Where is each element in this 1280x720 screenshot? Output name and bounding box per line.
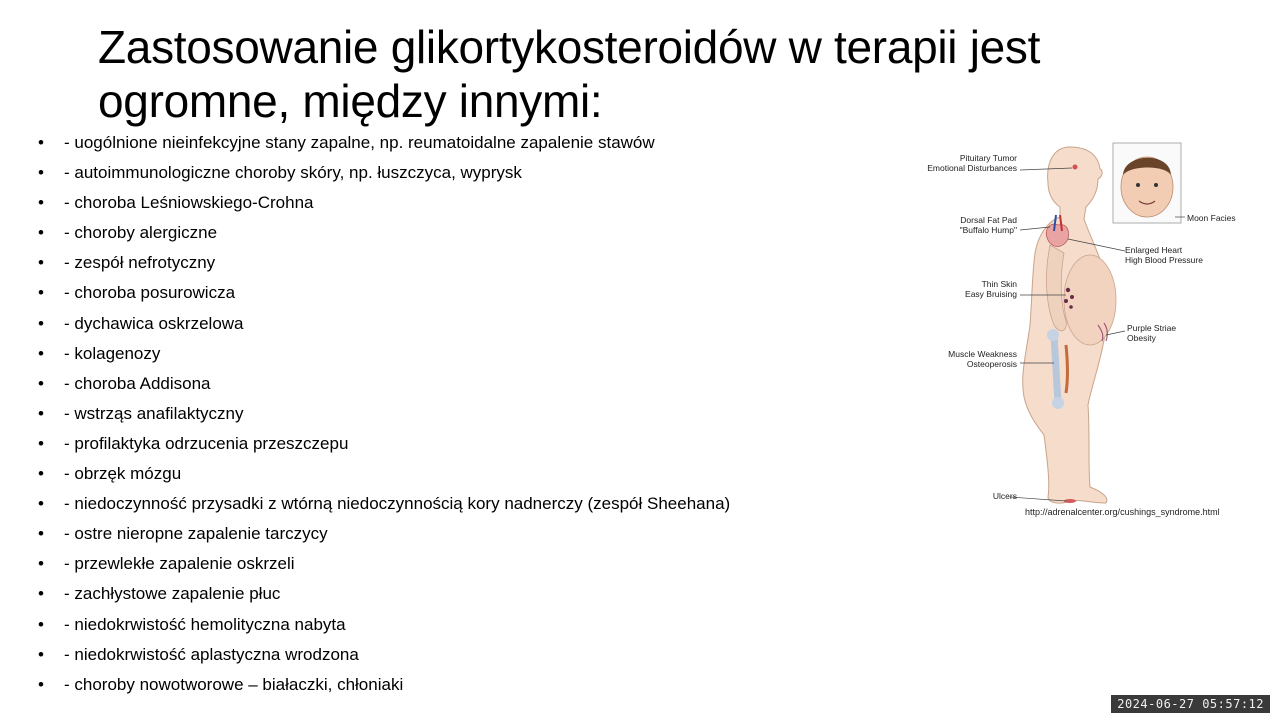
bullet-dot-icon: • [38, 464, 44, 484]
bullet-text: - zespół nefrotyczny [64, 253, 216, 273]
bullet-item [38, 309, 730, 339]
label-moon-facies [1187, 213, 1236, 223]
bullet-dot-icon: • [38, 494, 44, 514]
bullet-text: - przewlekłe zapalenie oskrzeli [64, 554, 295, 574]
bullet-text: - wstrząs anafilaktyczny [64, 403, 244, 423]
label-pituitary-line2: Emotional Disturbances [927, 163, 1017, 173]
slide-title-line-2: ogromne, między innymi: [98, 75, 603, 127]
label-muscle-line1: Muscle Weakness [948, 349, 1017, 359]
label-enlarged-heart [1125, 245, 1203, 265]
bullet-list [38, 128, 730, 700]
bullet-item [38, 218, 730, 248]
label-moon-text: Moon Facies [1187, 213, 1236, 223]
bruise-mark [1070, 295, 1074, 299]
cushings-syndrome-figure [920, 135, 1250, 520]
bullet-dot-icon: • [38, 133, 44, 152]
slide-title [98, 20, 1158, 128]
bruise-mark [1066, 288, 1070, 292]
bullet-text: - obrzęk mózgu [64, 464, 182, 484]
label-dorsal-fat-pad [920, 215, 1017, 235]
bullet-dot-icon: • [38, 253, 44, 273]
pituitary-mark [1073, 165, 1078, 170]
femur-bone [1054, 335, 1058, 403]
bullet-text: - ostre nieropne zapalenie tarczycy [64, 524, 328, 544]
portrait-eye [1136, 183, 1140, 187]
label-striae-line1: Purple Striae [1127, 323, 1177, 333]
bullet-dot-icon: • [38, 403, 44, 423]
bullet-text: - autoimmunologiczne choroby skóry, np. łuszczyca, wyprysk [64, 163, 522, 183]
label-thin-skin [920, 279, 1017, 299]
muscle-streak [1066, 345, 1068, 393]
bullet-text: - niedokrwistość aplastyczna wrodzona [64, 644, 359, 664]
bullet-dot-icon: • [38, 193, 44, 213]
bullet-text: - niedokrwistość hemolityczna nabyta [64, 614, 346, 634]
label-muscle-weakness [920, 349, 1017, 369]
bruise-mark [1069, 305, 1073, 309]
label-pituitary-line1: Pituitary Tumor [959, 153, 1017, 163]
bullet-dot-icon: • [38, 223, 44, 243]
bullet-text: - zachłystowe zapalenie płuc [64, 584, 281, 604]
bullet-dot-icon: • [38, 343, 44, 363]
bullet-dot-icon: • [38, 614, 44, 634]
bullet-dot-icon: • [38, 584, 44, 604]
label-ulcers-text: Ulcers [992, 491, 1017, 501]
bullet-text: - uogólnione nieinfekcyjne stany zapalne, np. reumatoidalne zapalenie stawów [64, 133, 655, 152]
bullet-text: - choroba Leśniowskiego-Crohna [64, 193, 314, 213]
figure-source-url: http://adrenalcenter.org/cushings_syndrome.html [1025, 507, 1220, 517]
bullet-dot-icon: • [38, 163, 44, 183]
bullet-item [38, 670, 730, 700]
bone-joint [1052, 397, 1064, 409]
bullet-item [38, 278, 730, 308]
bullet-text: - choroba posurowicza [64, 283, 236, 303]
label-purple-striae [1127, 323, 1176, 343]
bullet-dot-icon: • [38, 313, 44, 333]
bullet-item [38, 369, 730, 399]
bullet-item [38, 248, 730, 278]
label-dorsal-line1: Dorsal Fat Pad [960, 215, 1017, 225]
slide-title-line-1: Zastosowanie glikortykosteroidów w terapii jest [98, 21, 1041, 73]
label-ulcers [920, 491, 1017, 501]
bullet-item [38, 549, 730, 579]
bullet-item [38, 429, 730, 459]
label-muscle-line2: Osteoperosis [966, 359, 1017, 369]
bullet-item [38, 459, 730, 489]
label-thin-line1: Thin Skin [981, 279, 1017, 289]
bone-joint [1047, 329, 1059, 341]
label-heart-line1: Enlarged Heart [1125, 245, 1183, 255]
bruise-mark [1064, 299, 1068, 303]
label-dorsal-line2: "Buffalo Hump" [959, 225, 1017, 235]
label-heart-line2: High Blood Pressure [1125, 255, 1203, 265]
bullet-item [38, 640, 730, 670]
bullet-text: - niedoczynność przysadki z wtórną niedoczynnością kory nadnerczy (zespół Sheehana) [64, 494, 731, 514]
bullet-item [38, 519, 730, 549]
bullet-dot-icon: • [38, 433, 44, 453]
bullet-item [38, 610, 730, 640]
portrait-eye [1154, 183, 1158, 187]
bullet-item [38, 188, 730, 218]
bullet-item [38, 158, 730, 188]
label-thin-line2: Easy Bruising [965, 289, 1017, 299]
bullet-dot-icon: • [38, 373, 44, 393]
bullet-text: - choroby alergiczne [64, 223, 218, 243]
bullet-item [38, 399, 730, 429]
video-timestamp: 2024-06-27 05:57:12 [1111, 695, 1270, 713]
bullet-text: - profilaktyka odrzucenia przeszczepu [64, 433, 349, 453]
bullet-text: - choroba Addisona [64, 373, 211, 393]
bullet-item [38, 128, 730, 158]
bullet-dot-icon: • [38, 524, 44, 544]
bullet-dot-icon: • [38, 283, 44, 303]
bullet-dot-icon: • [38, 644, 44, 664]
label-pituitary [920, 153, 1017, 173]
bullet-item [38, 489, 730, 519]
bullet-text: - dychawica oskrzelowa [64, 313, 244, 333]
label-striae-line2: Obesity [1127, 333, 1156, 343]
bullet-text: - kolagenozy [64, 343, 161, 363]
bullet-dot-icon: • [38, 554, 44, 574]
heart-shape [1046, 224, 1068, 246]
bullet-item [38, 339, 730, 369]
belly-shape [1064, 255, 1116, 345]
bullet-dot-icon: • [38, 674, 44, 694]
bullet-item [38, 579, 730, 609]
bullet-text: - choroby nowotworowe – białaczki, chłoniaki [64, 674, 404, 694]
body-illustration [920, 135, 1250, 520]
